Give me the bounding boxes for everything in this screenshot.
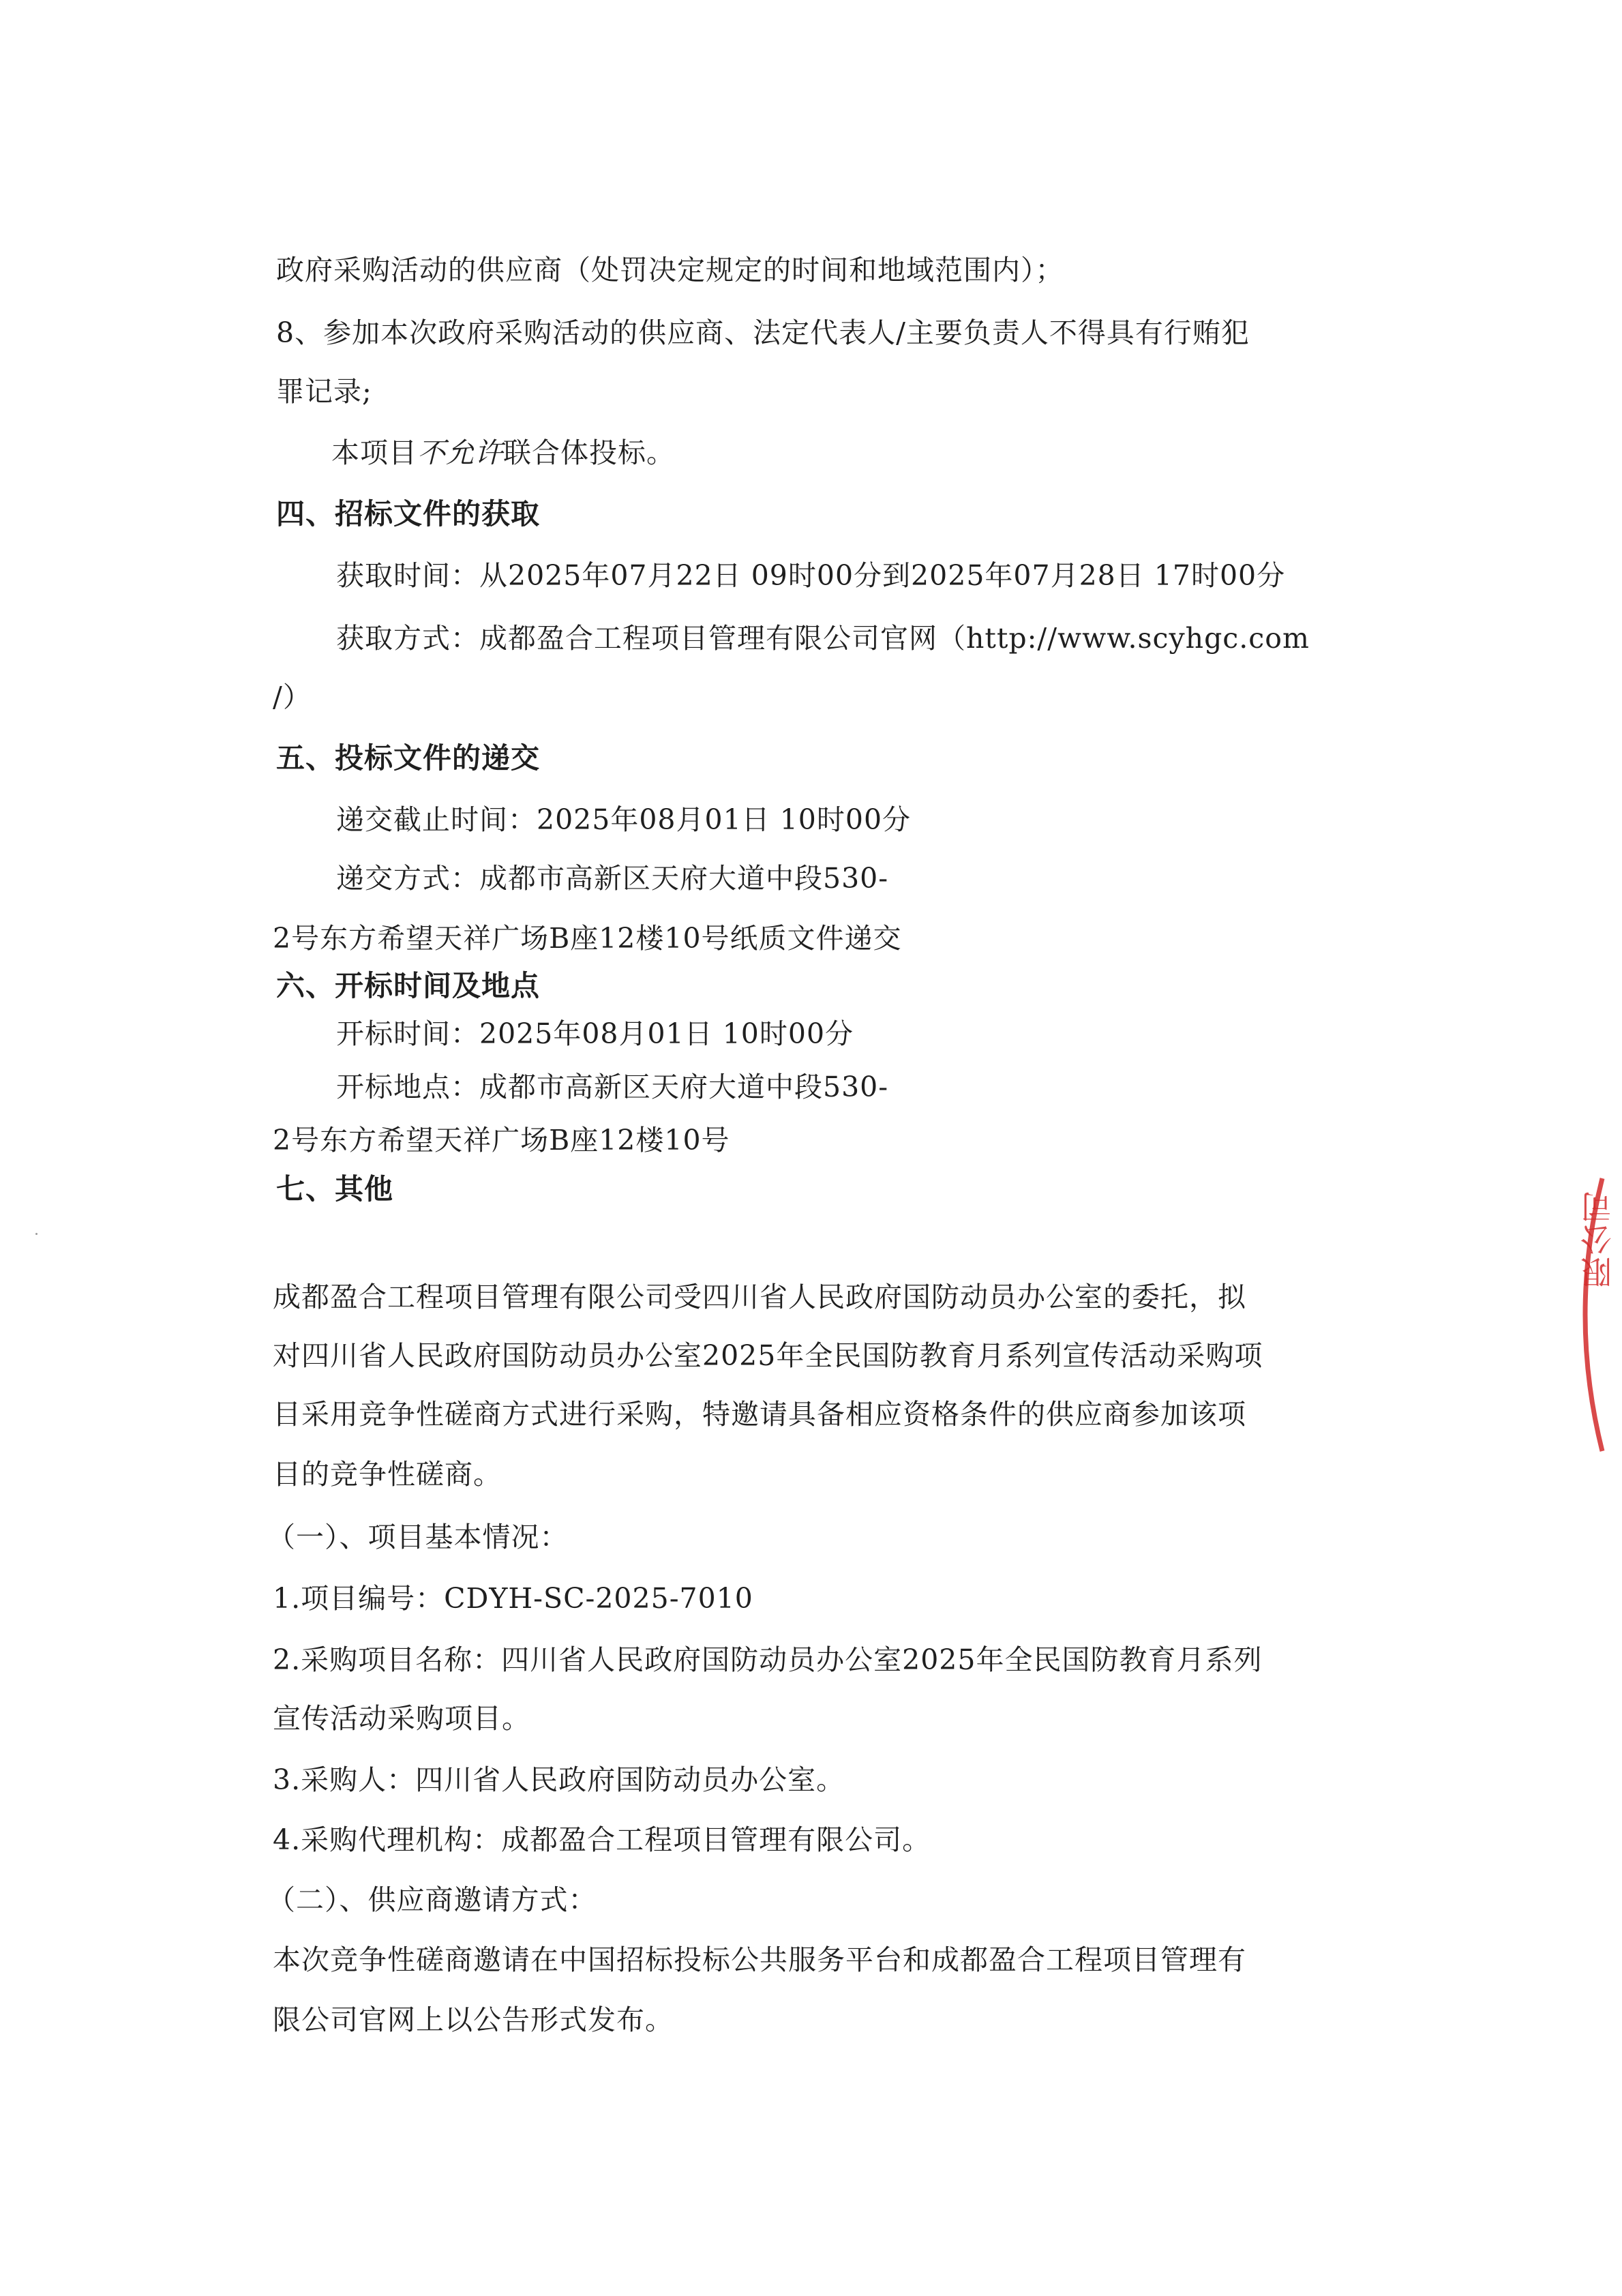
text-line: 2号东方希望天祥广场B座12楼10号 — [273, 1124, 730, 1157]
section-heading: 七、其他 — [276, 1172, 394, 1206]
text-line: 政府采购活动的供应商（处罚决定规定的时间和地域范围内）； — [276, 254, 1064, 286]
text-line: 4.采购代理机构：成都盈合工程项目管理有限公司。 — [273, 1823, 931, 1856]
text-line: 宣传活动采购项目。 — [273, 1702, 530, 1735]
text-segment: 联合体投标。 — [503, 436, 675, 469]
text-segment: 本项目 — [331, 436, 417, 469]
text-line: 本次竞争性磋商邀请在中国招标投标公共服务平台和成都盈合工程项目管理有 — [273, 1943, 1246, 1976]
seal-stamp-text: 限公司 — [1580, 1190, 1617, 1288]
text-line: 成都盈合工程项目管理有限公司受四川省人民政府国防动员办公室的委托，拟 — [273, 1281, 1246, 1313]
section-heading: 四、招标文件的获取 — [276, 497, 541, 531]
text-line: 递交截止时间：2025年08月01日 10时00分 — [336, 803, 912, 836]
section-heading: 六、开标时间及地点 — [276, 969, 541, 1002]
text-line: 获取方式：成都盈合工程项目管理有限公司官网（http://www.scyhgc.com — [336, 622, 1310, 655]
section-heading: 五、投标文件的递交 — [276, 741, 541, 775]
text-line: 获取时间：从2025年07月22日 09时00分到2025年07月28日 17时00分 — [336, 559, 1286, 592]
text-line: 目的竞争性磋商。 — [273, 1458, 502, 1491]
text-line: /） — [273, 681, 312, 713]
text-line: 2.采购项目名称：四川省人民政府国防动员办公室2025年全民国防教育月系列 — [273, 1643, 1263, 1676]
text-line: 限公司官网上以公告形式发布。 — [273, 2003, 674, 2036]
subsection-heading: （二）、供应商邀请方式： — [267, 1883, 597, 1916]
subsection-heading: （一）、项目基本情况： — [267, 1521, 569, 1553]
text-line: 开标地点：成都市高新区天府大道中段530- — [336, 1071, 889, 1103]
text-line: 目采用竞争性磋商方式进行采购，特邀请具备相应资格条件的供应商参加该项 — [273, 1398, 1246, 1431]
text-line — [331, 435, 675, 471]
scan-speck — [35, 1233, 37, 1235]
text-line: 递交方式：成都市高新区天府大道中段530- — [336, 862, 889, 895]
italic-text-segment: 不允许 — [417, 436, 503, 469]
text-line: 开标时间：2025年08月01日 10时00分 — [336, 1017, 854, 1050]
text-line: 8、参加本次政府采购活动的供应商、法定代表人/主要负责人不得具有行贿犯 — [276, 316, 1250, 349]
text-line: 对四川省人民政府国防动员办公室2025年全民国防教育月系列宣传活动采购项 — [273, 1339, 1263, 1372]
text-line: 罪记录; — [276, 375, 372, 408]
text-line: 2号东方希望天祥广场B座12楼10号纸质文件递交 — [273, 922, 902, 955]
text-line: 3.采购人：四川省人民政府国防动员办公室。 — [273, 1763, 845, 1796]
text-line: 1.项目编号：CDYH-SC-2025-7010 — [273, 1582, 753, 1615]
